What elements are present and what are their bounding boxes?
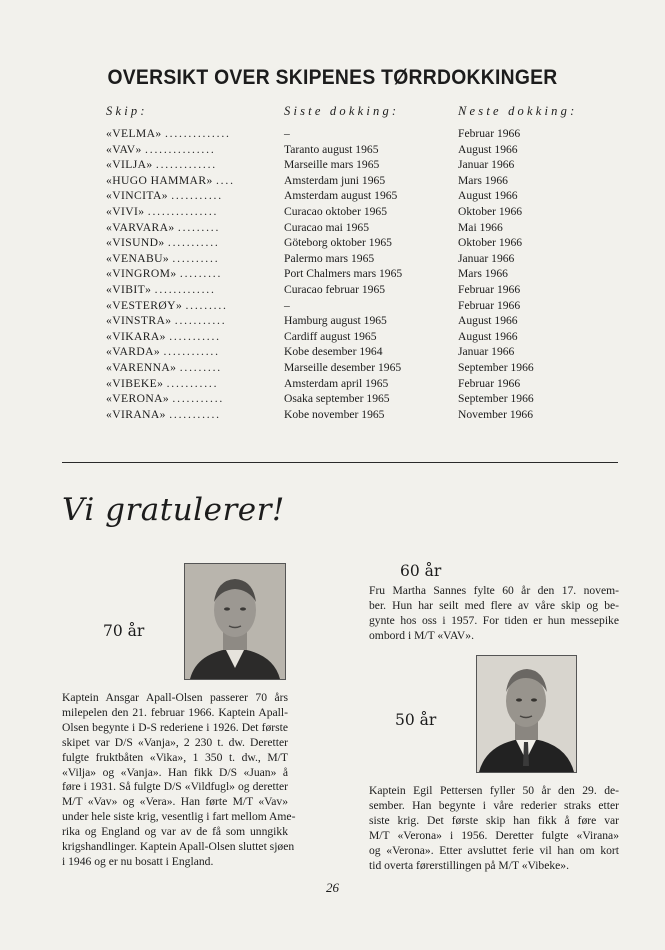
paragraph-50-years	[369, 784, 619, 873]
ship-name	[106, 298, 228, 314]
ship-name-text: «VILJA»	[106, 158, 153, 172]
ship-name	[106, 360, 222, 376]
ship-name-text: «VIBIT»	[106, 282, 152, 296]
ship-name	[106, 235, 220, 251]
table-row	[0, 282, 665, 298]
page-number: 26	[326, 880, 339, 895]
last-docking: Kobe desember 1964	[284, 345, 383, 359]
next-docking: Januar 1966	[458, 251, 515, 265]
text-line: Kaptein Egil Pettersen fyller 50 år den 29. de-	[369, 784, 619, 797]
text-line: sember. Han begynte i våre rederier straks etter	[369, 798, 619, 812]
last-docking: Cardiff august 1965	[284, 329, 377, 343]
leader-dots: ...........	[169, 407, 221, 421]
table-row	[0, 313, 665, 329]
table-row	[0, 298, 665, 314]
text-line: krigshandlinger. Kaptein Apall-Olsen sluttet sjøen	[62, 840, 295, 854]
text-line: gynte hos oss i 1957. For tiden er hun messepike	[369, 613, 619, 627]
last-docking: Amsterdam juni 1965	[284, 173, 386, 187]
ship-name	[106, 376, 218, 392]
next-docking: Mars 1966	[458, 173, 508, 187]
text-line: Olsen begynte i D-S rederiene i 1926. Det første	[62, 720, 288, 734]
ship-name-text: «VIRANA»	[106, 407, 166, 421]
ship-name-text: «VARDA»	[106, 345, 161, 359]
table-row	[0, 204, 665, 220]
docking-table	[0, 126, 665, 422]
page-title: OVERSIKT OVER SKIPENES TØRRDOKKINGER	[107, 66, 558, 89]
ship-name-text: «VENABU»	[106, 251, 170, 265]
portrait-photo-pettersen	[476, 655, 577, 773]
ship-name	[106, 391, 224, 407]
column-header-ship: Skip:	[106, 104, 148, 118]
text-line: fulgte fruktbåten «Vika», 1 350 t. dw., M/T	[62, 750, 288, 764]
table-row	[0, 235, 665, 251]
leader-dots: .........	[179, 360, 222, 374]
ship-name-text: «VINSTRA»	[106, 314, 172, 328]
ship-name-text: «VINGROM»	[106, 267, 177, 281]
text-line: i 1946 og er nu bosatt i England.	[62, 854, 214, 868]
next-docking: August 1966	[458, 314, 518, 328]
next-docking: Oktober 1966	[458, 236, 523, 250]
text-line: rika og England og var av de få som unngikk	[62, 825, 288, 839]
last-docking: Port Chalmers mars 1965	[284, 267, 403, 281]
text-line: under hele siste krig, vesentlig i fart mellom Ame-	[62, 810, 296, 824]
last-docking: Palermo mars 1965	[284, 251, 375, 265]
leader-dots: ...........	[166, 376, 219, 390]
next-docking: August 1966	[458, 189, 518, 203]
table-row	[0, 360, 665, 376]
ship-name-text: «VISUND»	[106, 236, 165, 250]
next-docking: Januar 1966	[458, 158, 515, 172]
leader-dots: .............	[155, 158, 217, 172]
ship-name	[106, 220, 220, 236]
next-docking: Februar 1966	[458, 127, 521, 140]
ship-name-text: «VIKARA»	[106, 329, 166, 343]
text-line: ber. Hun har seilt med flere av våre skip og be-	[369, 598, 619, 612]
next-docking: Januar 1966	[458, 345, 515, 359]
next-docking: Februar 1966	[458, 298, 521, 312]
ship-name-text: «VINCITA»	[106, 189, 168, 203]
ship-name	[106, 188, 223, 204]
age-label-50: 50 år	[395, 711, 437, 729]
last-docking: Curacao oktober 1965	[284, 204, 388, 218]
table-row	[0, 376, 665, 392]
ship-name	[106, 313, 226, 329]
text-line: Fru Martha Sannes fylte 60 år den 17. novem-	[369, 584, 619, 597]
last-docking: Amsterdam august 1965	[284, 189, 398, 203]
paragraph-60-years	[369, 584, 619, 644]
table-row	[0, 157, 665, 173]
ship-name	[106, 344, 220, 360]
text-line: og «Verona». Etter avsluttet ferie vil han om kort	[369, 843, 619, 857]
next-docking: Mars 1966	[458, 267, 508, 281]
leader-dots: ...........	[172, 392, 225, 406]
age-label-60: 60 år	[400, 562, 442, 580]
table-row	[0, 407, 665, 423]
ship-name	[106, 329, 221, 345]
table-row	[0, 391, 665, 407]
text-line: M/T «Verona» i 1956. Deretter fulgte «Virana»	[369, 828, 619, 842]
next-docking: Februar 1966	[458, 376, 521, 390]
leader-dots: ..............	[164, 127, 231, 140]
last-docking: Curacao mai 1965	[284, 220, 369, 234]
text-line: «Vilja» og «Vanja». Han fikk D/S «Juan» å	[62, 765, 288, 779]
text-line: siste krig. Det første skip han fikk å føre var	[369, 813, 619, 827]
next-docking: August 1966	[458, 329, 518, 343]
last-docking: Marseille mars 1965	[284, 158, 380, 172]
table-row	[0, 344, 665, 360]
text-line: milepelen den 21. februar 1966. Kaptein Apall-	[62, 705, 288, 719]
ship-name-text: «VARENNA»	[106, 360, 177, 374]
table-row	[0, 220, 665, 236]
last-docking: Marseille desember 1965	[284, 360, 402, 374]
text-line: M/T «Vav» og «Vera». Han førte M/T «Vav»	[62, 795, 288, 809]
last-docking: Kobe november 1965	[284, 407, 385, 421]
next-docking: Februar 1966	[458, 282, 521, 296]
ship-name	[106, 251, 219, 267]
next-docking: Mai 1966	[458, 220, 503, 234]
ship-name-text: «HUGO HAMMAR»	[106, 173, 213, 187]
ship-name-text: «VIBEKE»	[106, 376, 164, 390]
leader-dots: .............	[154, 282, 216, 296]
ship-name-text: «VERONA»	[106, 392, 170, 406]
ship-name	[106, 157, 217, 173]
leader-dots: ...........	[171, 189, 223, 203]
leader-dots: ...........	[174, 314, 227, 328]
text-line: Kaptein Ansgar Apall-Olsen passerer 70 års	[62, 691, 288, 704]
last-docking: –	[284, 298, 290, 312]
table-row	[0, 329, 665, 345]
table-row	[0, 266, 665, 282]
ship-name	[106, 282, 216, 298]
leader-dots: ...........	[169, 329, 221, 343]
leader-dots: .........	[185, 298, 228, 312]
leader-dots: ...........	[167, 236, 220, 250]
text-line: ombord i M/T «VAV».	[369, 628, 475, 642]
next-docking: September 1966	[458, 392, 534, 406]
leader-dots: ...............	[147, 204, 219, 218]
leader-dots: .........	[177, 220, 221, 234]
leader-dots: .........	[179, 267, 223, 281]
table-row	[0, 188, 665, 204]
leader-dots: ............	[163, 345, 220, 359]
last-docking: Göteborg oktober 1965	[284, 236, 392, 250]
last-docking: Amsterdam april 1965	[284, 376, 389, 390]
ship-name-text: «VARVARA»	[106, 220, 175, 234]
ship-name-text: «VELMA»	[106, 127, 162, 140]
ship-name	[106, 142, 216, 158]
ship-name-text: «VIVI»	[106, 204, 145, 218]
next-docking: November 1966	[458, 407, 534, 421]
ship-name-text: «VAV»	[106, 142, 142, 156]
table-row	[0, 142, 665, 158]
next-docking: August 1966	[458, 142, 518, 156]
leader-dots: ....	[215, 173, 235, 187]
ship-name	[106, 266, 222, 282]
congratulations-heading: Vi gratulerer!	[62, 492, 285, 528]
ship-name	[106, 204, 218, 220]
age-label-70: 70 år	[103, 622, 145, 640]
column-header-next-docking: Neste dokking:	[458, 104, 578, 118]
last-docking: Osaka september 1965	[284, 392, 390, 406]
table-row	[0, 251, 665, 267]
ship-name-text: «VESTERØY»	[106, 298, 183, 312]
text-line: skipet var D/S «Vanja», 2 230 t. dw. Deretter	[62, 735, 288, 749]
table-row	[0, 173, 665, 189]
section-divider	[62, 462, 618, 463]
table-row	[0, 126, 665, 142]
last-docking: –	[284, 127, 290, 140]
last-docking: Curacao februar 1965	[284, 282, 386, 296]
leader-dots: ..........	[172, 251, 220, 265]
ship-name	[106, 126, 231, 142]
next-docking: Oktober 1966	[458, 204, 523, 218]
column-header-last-docking: Siste dokking:	[284, 104, 400, 118]
last-docking: Hamburg august 1965	[284, 314, 387, 328]
last-docking: Taranto august 1965	[284, 142, 379, 156]
portrait-photo-apall-olsen	[184, 563, 286, 680]
ship-name	[106, 407, 221, 423]
paragraph-70-years	[62, 691, 296, 870]
leader-dots: ...............	[145, 142, 216, 156]
text-line: føre i 1931. Så fulgte D/S «Vildfugl» og deretter	[62, 780, 288, 794]
text-line: tid overta førerstillingen på M/T «Vibeke».	[369, 858, 569, 872]
ship-name	[106, 173, 235, 189]
next-docking: September 1966	[458, 360, 534, 374]
